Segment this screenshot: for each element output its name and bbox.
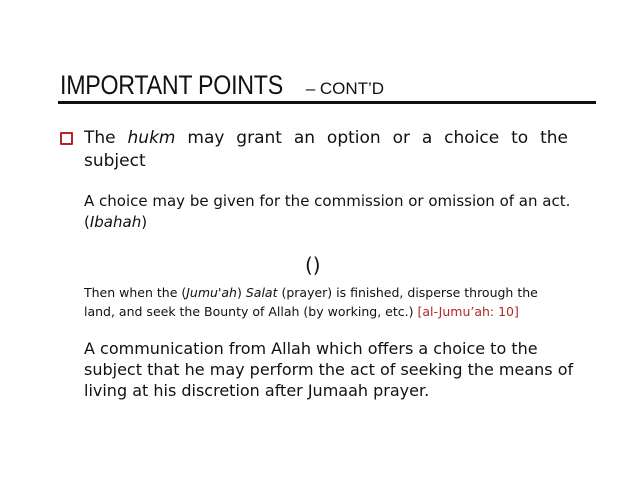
verse-text-part: (prayer) is finished, disperse through the land, and seek the Bounty of Allah (by working, etc.) — [84, 285, 538, 319]
verse-translation — [84, 283, 564, 321]
verse-text-part: Then when the ( — [84, 285, 187, 300]
term-ibahah: Ibahah — [89, 213, 142, 231]
title-sub: – CONT’D — [305, 79, 385, 98]
square-bullet-icon — [60, 132, 73, 145]
bullet-text-part: may grant an option or a choice to the subject — [84, 128, 568, 171]
communication-paragraph: A communication from Allah which offers a choice to the subject that he may perform the act of seeking the means of living at his discretion after Jumaah prayer. — [84, 339, 574, 400]
term-jumuah: Jumu'ah — [186, 285, 237, 300]
bullet-point-text — [84, 127, 568, 173]
term-salat: Salat — [245, 285, 278, 300]
slide-title — [60, 70, 384, 101]
choice-text-part: ) — [141, 213, 148, 231]
title-divider — [58, 101, 596, 104]
term-hukm: hukm — [127, 128, 176, 148]
verse-reference: [al-Jumu’ah: 10] — [417, 304, 519, 319]
title-main: IMPORTANT POINTS — [60, 70, 283, 100]
bullet-text-part: The — [84, 128, 128, 148]
verse-text-part: ) — [236, 285, 246, 300]
arabic-verse-placeholder: () — [305, 253, 321, 277]
choice-paragraph — [84, 191, 574, 233]
choice-text-part: A choice may be given for the commission or omission of an act. ( — [84, 192, 571, 231]
